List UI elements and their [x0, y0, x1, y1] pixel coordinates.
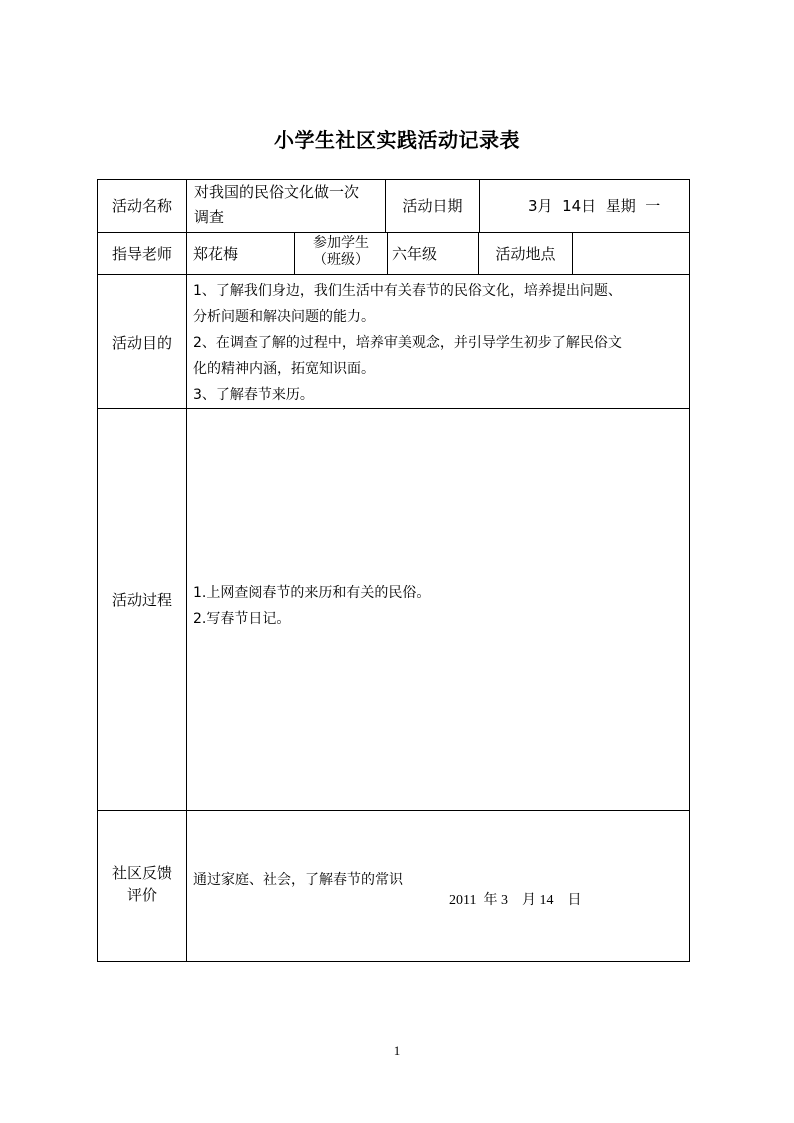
column-divider [186, 180, 187, 961]
teacher-value: 郑花梅 [193, 245, 239, 263]
goals-text [193, 278, 687, 408]
page-number: 1 [393, 1043, 401, 1058]
column-divider [572, 232, 573, 274]
students-label-line: 参加学生 [313, 235, 369, 251]
column-divider [387, 232, 388, 274]
activity-name-line: 调查 [194, 208, 225, 226]
students-value: 六年级 [392, 245, 438, 263]
feedback-label [98, 862, 186, 906]
record-table [97, 179, 690, 962]
column-divider [479, 180, 480, 232]
process-text [193, 580, 687, 632]
activity-date-label: 活动日期 [402, 197, 463, 215]
feedback-label-line: 评价 [126, 886, 157, 904]
goals-line: 3、了解春节来历。 [193, 387, 314, 403]
activity-name-line: 对我国的民俗文化做一次 [194, 183, 360, 201]
process-line: 1.上网查阅春节的来历和有关的民俗。 [193, 585, 431, 601]
activity-name-value [194, 180, 384, 230]
goals-line: 分析问题和解决问题的能力。 [193, 309, 375, 325]
teacher-label: 指导老师 [111, 245, 172, 263]
goals-line: 化的精神内涵，拓宽知识面。 [193, 361, 375, 377]
process-line: 2.写春节日记。 [193, 611, 291, 627]
process-label: 活动过程 [111, 591, 172, 609]
students-label-line: （班级） [313, 252, 369, 268]
goals-line: 1、了解我们身边，我们生活中有关春节的民俗文化，培养提出问题、 [193, 283, 622, 299]
activity-name-label: 活动名称 [111, 197, 172, 215]
activity-date-value: 3月 14日 星期 一 [528, 197, 661, 215]
feedback-label-line: 社区反馈 [111, 864, 172, 882]
location-label: 活动地点 [495, 245, 556, 263]
goals-label: 活动目的 [111, 334, 172, 352]
students-label [295, 235, 387, 269]
feedback-date: 2011 年 3 月 14 日 [449, 893, 582, 908]
goals-line: 2、在调查了解的过程中，培养审美观念，并引导学生初步了解民俗文 [193, 335, 622, 351]
feedback-comment: 通过家庭、社会，了解春节的常识 [193, 872, 403, 888]
page-title: 小学生社区实践活动记录表 [274, 128, 520, 152]
